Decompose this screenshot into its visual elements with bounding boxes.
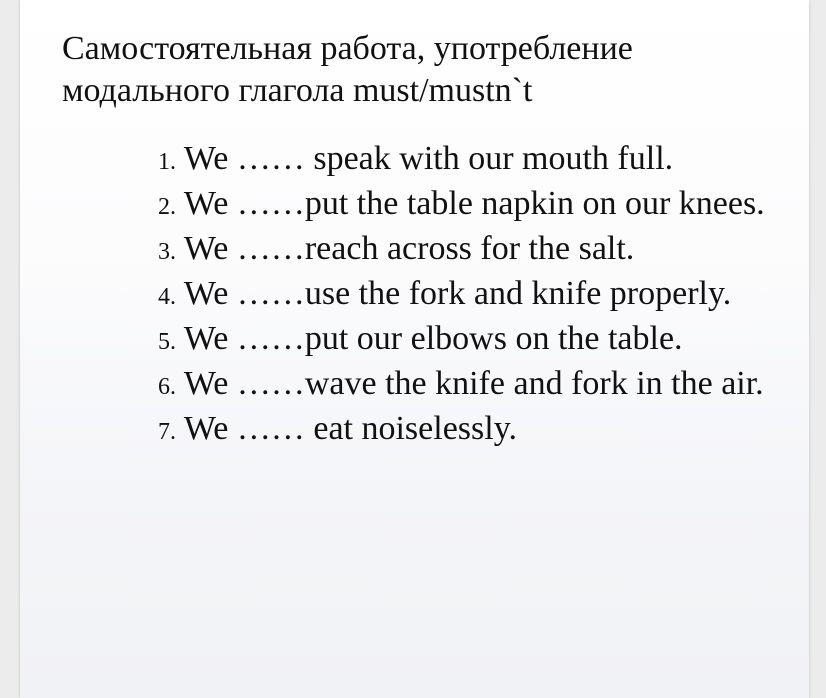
item-text: We ……put our elbows on the table. [183, 320, 683, 357]
list-item [158, 138, 768, 183]
item-number: 3. [158, 239, 176, 265]
list-item [158, 318, 768, 363]
item-text: We ……use the fork and knife properly. [183, 275, 732, 312]
list-item [158, 273, 768, 318]
item-number: 1. [158, 149, 176, 175]
item-number: 5. [158, 329, 176, 355]
item-text: We …… eat noiselessly. [183, 410, 517, 447]
item-number: 6. [158, 374, 176, 400]
list-item [158, 408, 768, 453]
exercise-list [158, 138, 768, 453]
item-text: We ……reach across for the salt. [183, 230, 635, 267]
list-item [158, 183, 768, 228]
item-number: 2. [158, 194, 176, 220]
item-number: 4. [158, 284, 176, 310]
document-page [20, 0, 809, 698]
list-item [158, 228, 768, 273]
title-line-2: модального глагола must/mustn`t [62, 72, 533, 109]
item-text: We ……put the table napkin on our knees. [183, 185, 765, 222]
item-number: 7. [158, 419, 176, 445]
list-item [158, 363, 768, 408]
item-text: We ……wave the knife and fork in the air. [183, 365, 764, 402]
item-text: We …… speak with our mouth full. [183, 140, 674, 177]
title-line-1: Самостоятельная работа, употребление [62, 30, 633, 67]
page-title [62, 28, 782, 112]
